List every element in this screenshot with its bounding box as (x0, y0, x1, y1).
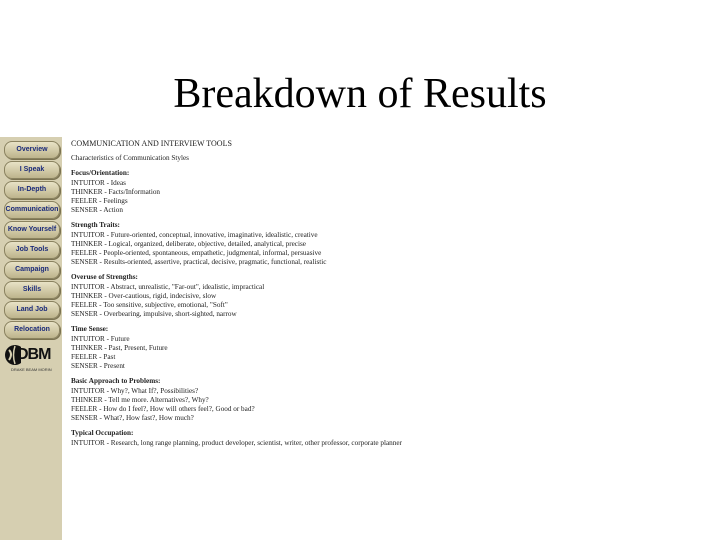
nav-skills-button[interactable]: Skills (4, 281, 60, 299)
content-header: COMMUNICATION AND INTERVIEW TOOLS (71, 139, 232, 148)
section-occupation (71, 429, 441, 447)
nav-job-tools-button[interactable]: Job Tools (4, 241, 60, 259)
content-area (71, 139, 441, 448)
section-heading: Focus/Orientation: (71, 169, 130, 178)
logo-text: DBM (17, 346, 51, 363)
section-line: INTUITOR - Abstract, unrealistic, "Far-out", idealistic, impractical (71, 282, 265, 291)
section-focus (71, 169, 441, 215)
section-approach (71, 377, 441, 423)
section-line: SENSER - Overbearing, impulsive, short-sighted, narrow (71, 310, 237, 319)
section-line: FEELER - Feelings (71, 197, 128, 206)
section-strength-traits (71, 221, 441, 267)
nav-overview-button[interactable]: Overview (4, 141, 60, 159)
section-line: SENSER - Action (71, 206, 123, 215)
section-line: SENSER - Present (71, 362, 125, 371)
nav-communication-button[interactable]: Communication (4, 201, 60, 219)
section-heading: Basic Approach to Problems: (71, 377, 161, 386)
nav-in-depth-button[interactable]: In-Depth (4, 181, 60, 199)
section-line: THINKER - Logical, organized, deliberate, objective, detailed, analytical, precise (71, 239, 306, 248)
slide-title: Breakdown of Results (173, 71, 547, 117)
section-line: INTUITOR - Future-oriented, conceptual, innovative, imaginative, idealistic, creative (71, 230, 318, 239)
section-line: THINKER - Past, Present, Future (71, 343, 168, 352)
section-line: FEELER - Too sensitive, subjective, emotional, "Soft" (71, 301, 228, 310)
nav-land-job-button[interactable]: Land Job (4, 301, 60, 319)
section-line: INTUITOR - Future (71, 334, 130, 343)
section-line: FEELER - People-oriented, spontaneous, empathetic, judgmental, informal, persuasive (71, 249, 322, 258)
logo-subtext: DRAKE BEAM MORIN (11, 367, 52, 372)
section-line: THINKER - Tell me more. Alternatives?, Why? (71, 395, 209, 404)
section-overuse (71, 273, 441, 319)
section-line: THINKER - Over-cautious, rigid, indecisive, slow (71, 291, 217, 300)
sidebar (0, 137, 62, 540)
section-heading: Typical Occupation: (71, 429, 134, 438)
section-line: SENSER - What?, How fast?, How much? (71, 414, 194, 423)
content-subheader: Characteristics of Communication Styles (71, 154, 189, 163)
section-line: INTUITOR - Research, long range planning, product developer, scientist, writer, other professor, corporate planner (71, 438, 402, 447)
section-line: SENSER - Results-oriented, assertive, practical, decisive, pragmatic, functional, realistic (71, 258, 327, 267)
section-time-sense (71, 325, 441, 371)
section-line: INTUITOR - Why?, What If?, Possibilities? (71, 386, 199, 395)
section-line: INTUITOR - Ideas (71, 178, 126, 187)
dbm-logo (3, 340, 61, 376)
section-line: FEELER - How do I feel?, How will others feel?, Good or bad? (71, 405, 255, 414)
section-heading: Strength Traits: (71, 221, 120, 230)
section-line: THINKER - Facts/Information (71, 187, 161, 196)
section-heading: Time Sense: (71, 325, 109, 334)
nav-i-speak-button[interactable]: I Speak (4, 161, 60, 179)
nav-relocation-button[interactable]: Relocation (4, 321, 60, 339)
nav-know-yourself-button[interactable]: Know Yourself (4, 221, 60, 239)
section-line: FEELER - Past (71, 353, 116, 362)
embedded-screenshot (0, 137, 445, 540)
section-heading: Overuse of Strengths: (71, 273, 138, 282)
nav-campaign-button[interactable]: Campaign (4, 261, 60, 279)
